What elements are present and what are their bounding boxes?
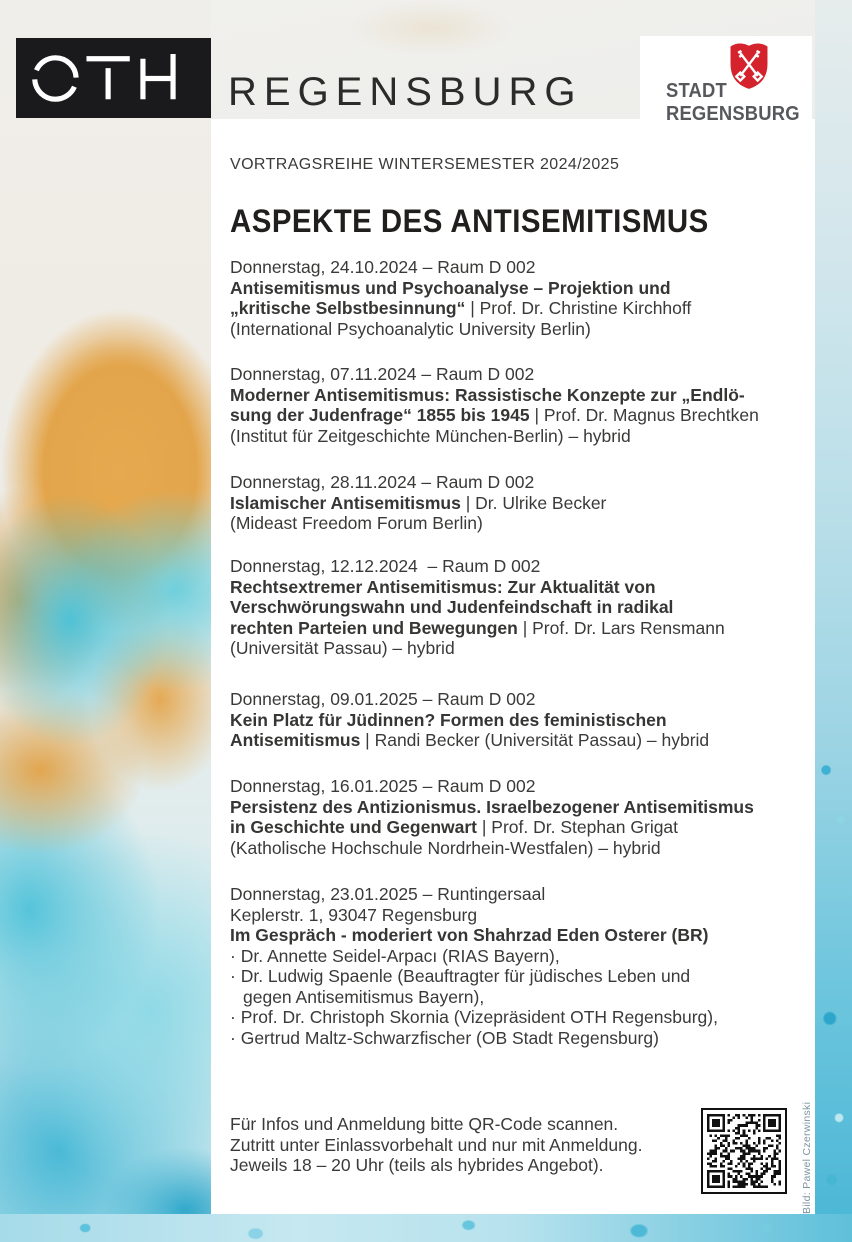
marble-background-left: [0, 0, 211, 1242]
stadt-logo-line2: REGENSBURG: [666, 103, 800, 125]
marble-background-bottom: [0, 1214, 852, 1242]
event-block: [230, 556, 725, 659]
bullet-glyph: ·: [230, 1007, 241, 1027]
qr-code: [701, 1108, 787, 1194]
page-title: ASPEKTE DES ANTISEMITISMUS: [230, 203, 709, 239]
event-line: in Geschichte und Gegenwart | Prof. Dr. Stephan Grigat: [230, 817, 679, 837]
event-block: [230, 884, 718, 1048]
event-line: Islamischer Antisemitismus | Dr. Ulrike Becker: [230, 492, 607, 513]
footer-line: Jeweils 18 – 20 Uhr (teils als hybrides Angebot).: [230, 1155, 604, 1175]
series-eyebrow: VORTRAGSREIHE WINTERSEMESTER 2024/2025: [230, 156, 620, 173]
bullet-glyph: ·: [230, 1027, 241, 1048]
footer-info: [230, 1114, 642, 1176]
event-line: Donnerstag, 16.01.2025 – Raum D 002: [230, 776, 536, 796]
footer-line: Zutritt unter Einlassvorbehalt und nur mit Anmeldung.: [230, 1134, 643, 1155]
event-line: Antisemitismus und Psychoanalyse – Projektion und: [230, 277, 671, 298]
event-line: Donnerstag, 12.12.2024 – Raum D 002: [230, 556, 541, 576]
event-participant: · Dr. Ludwig Spaenle (Beauftragter für jüdisches Leben und: [230, 966, 691, 986]
event-line: Donnerstag, 23.01.2025 – Runtingersaal: [230, 884, 546, 904]
event-participant: · Dr. Annette Seidel-Arpacı (RIAS Bayern),: [230, 945, 560, 966]
event-line: Moderner Antisemitismus: Rassistische Konzepte zur „Endlö-: [230, 384, 745, 405]
event-participant: · Prof. Dr. Christoph Skornia (Vizepräsident OTH Regensburg),: [230, 1007, 718, 1027]
photo-credit: Bild: Pawel Czerwinski: [801, 1101, 813, 1214]
event-line: Kein Platz für Jüdinnen? Formen des feministischen: [230, 709, 667, 730]
event-line: Donnerstag, 24.10.2024 – Raum D 002: [230, 257, 536, 277]
event-line: Verschwörungswahn und Judenfeindschaft in radikal: [230, 597, 674, 617]
event-line: (Universität Passau) – hybrid: [230, 638, 455, 658]
event-line: (Katholische Hochschule Nordrhein-Westfalen) – hybrid: [230, 837, 661, 858]
regensburg-crest-icon: [726, 40, 772, 90]
event-block: [230, 776, 754, 858]
event-line: (Mideast Freedom Forum Berlin): [230, 513, 483, 533]
event-line: „kritische Selbstbesinnung“ | Prof. Dr. Christine Kirchhoff: [230, 298, 692, 318]
event-block: [230, 689, 709, 751]
bullet-glyph: ·: [230, 966, 241, 986]
footer-line: Für Infos und Anmeldung bitte QR-Code scannen.: [230, 1114, 619, 1134]
marble-background-right: [815, 0, 852, 1242]
event-line: Keplerstr. 1, 93047 Regensburg: [230, 904, 478, 925]
event-line: Donnerstag, 07.11.2024 – Raum D 002: [230, 364, 535, 384]
stadt-logo-line1: STADT: [666, 80, 727, 102]
event-line: (International Psychoanalytic University Berlin): [230, 318, 591, 339]
oth-logo-icon: [30, 50, 190, 107]
event-line: Donnerstag, 28.11.2024 – Raum D 002: [230, 472, 535, 492]
event-block: [230, 257, 691, 339]
oth-wordmark: REGENSBURG: [228, 70, 583, 114]
event-line: Im Gespräch - moderiert von Shahrzad Eden Osterer (BR): [230, 925, 709, 945]
event-line: (Institut für Zeitgeschichte München-Berlin) – hybrid: [230, 425, 631, 446]
event-line: rechten Parteien und Bewegungen | Prof. Dr. Lars Rensmann: [230, 617, 725, 638]
event-block: [230, 472, 606, 534]
oth-logo: [16, 38, 211, 118]
event-line: gegen Antisemitismus Bayern),: [243, 986, 485, 1007]
bullet-glyph: ·: [230, 945, 241, 966]
event-line: sung der Judenfrage“ 1855 bis 1945 | Prof. Dr. Magnus Brechtken: [230, 405, 759, 425]
event-participant: · Gertrud Maltz-Schwarzfischer (OB Stadt Regensburg): [230, 1027, 659, 1048]
stadt-regensburg-logo: [640, 36, 812, 131]
event-line: Donnerstag, 09.01.2025 – Raum D 002: [230, 689, 536, 709]
event-block: [230, 364, 759, 446]
event-line: Antisemitismus | Randi Becker (Universität Passau) – hybrid: [230, 730, 710, 750]
event-line: Rechtsextremer Antisemitismus: Zur Aktualität von: [230, 576, 656, 597]
event-line: Persistenz des Antizionismus. Israelbezogener Antisemitismus: [230, 796, 754, 817]
qr-code-pattern: [707, 1114, 781, 1188]
